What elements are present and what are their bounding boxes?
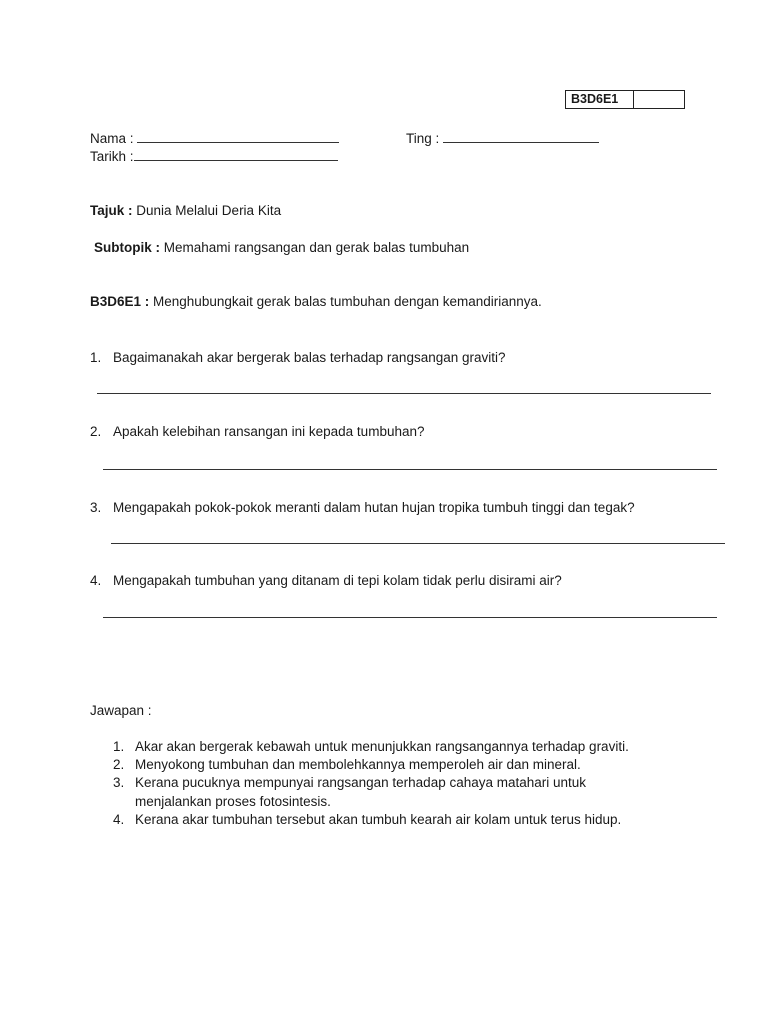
ting-label: Ting : (406, 131, 440, 146)
answer-text: Akar akan bergerak kebawah untuk menunjukkan rangsangannya terhadap graviti. (135, 739, 629, 754)
answer-line-2[interactable] (103, 469, 717, 470)
tajuk-line (90, 203, 281, 218)
ting-input[interactable] (443, 130, 599, 143)
question-number: 1. (90, 350, 102, 365)
question-text: Mengapakah pokok-pokok meranti dalam hutan hujan tropika tumbuh tinggi dan tegak? (113, 500, 635, 515)
nama-label: Nama : (90, 131, 134, 146)
answers-heading: Jawapan : (90, 703, 152, 718)
standard-text: Menghubungkait gerak balas tumbuhan dengan kemandiriannya. (149, 294, 542, 309)
tarikh-label: Tarikh : (90, 149, 134, 164)
question-text: Mengapakah tumbuhan yang ditanam di tepi kolam tidak perlu disirami air? (113, 573, 562, 588)
question-1 (90, 350, 506, 365)
subtopik-label: Subtopik : (94, 240, 160, 255)
answer-text: Menyokong tumbuhan dan membolehkannya memperoleh air dan mineral. (135, 757, 581, 772)
nama-field (90, 130, 339, 146)
answer-item-3-continuation: menjalankan proses fotosintesis. (135, 794, 331, 809)
code-box (565, 90, 685, 109)
question-text: Apakah kelebihan ransangan ini kepada tumbuhan? (113, 424, 425, 439)
answer-line-4[interactable] (103, 617, 717, 618)
answer-text: Kerana akar tumbuhan tersebut akan tumbuh kearah air kolam untuk terus hidup. (135, 812, 622, 827)
subtopik-text: Memahami rangsangan dan gerak balas tumbuhan (160, 240, 470, 255)
answer-text: Kerana pucuknya mempunyai rangsangan terhadap cahaya matahari untuk (135, 775, 587, 790)
code-value-field[interactable] (634, 91, 684, 108)
question-number: 2. (90, 424, 102, 439)
question-number: 3. (90, 500, 102, 515)
question-text: Bagaimanakah akar bergerak balas terhadap rangsangan graviti? (113, 350, 506, 365)
answer-item-4 (113, 812, 621, 827)
answer-item-3 (113, 775, 586, 790)
tajuk-text: Dunia Melalui Deria Kita (132, 203, 282, 218)
question-3 (90, 500, 635, 515)
answer-number: 4. (113, 812, 125, 827)
question-2 (90, 424, 425, 439)
answer-number: 1. (113, 739, 125, 754)
answer-line-3[interactable] (111, 543, 725, 544)
nama-input[interactable] (137, 130, 339, 143)
tajuk-label: Tajuk : (90, 203, 133, 218)
answer-item-1 (113, 739, 629, 754)
answer-line-1[interactable] (97, 393, 711, 394)
standard-line (90, 294, 542, 309)
tarikh-input[interactable] (134, 148, 338, 161)
code-label: B3D6E1 (566, 91, 634, 108)
ting-field (406, 130, 599, 146)
answer-item-2 (113, 757, 581, 772)
subtopik-line (94, 240, 469, 255)
answer-number: 3. (113, 775, 125, 790)
question-number: 4. (90, 573, 102, 588)
question-4 (90, 573, 562, 588)
tarikh-field (90, 148, 338, 164)
answer-number: 2. (113, 757, 125, 772)
standard-label: B3D6E1 : (90, 294, 150, 309)
